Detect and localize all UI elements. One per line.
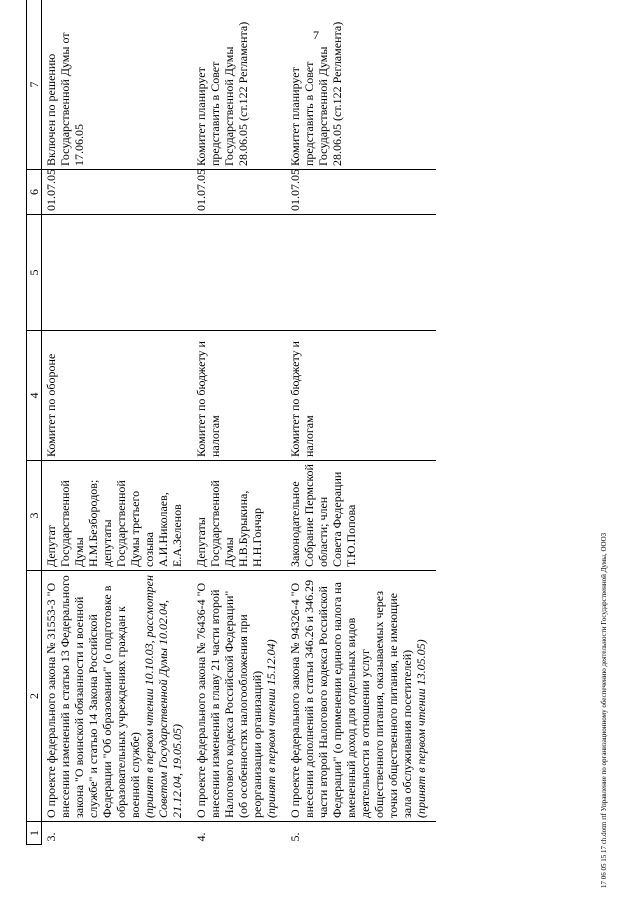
table-row: [286, 0, 436, 845]
author-cell: Депутаты Государственной Думы Н.В.Бурыкина, Н.Н.Гончар: [192, 461, 286, 571]
column-header: 7: [27, 0, 42, 170]
bill-title: О проекте федерального закона № 31553-3 "О внесении изменений в статью 13 Федерального закона "О воинской обязанности и военной службе" и статью 14 Закона Российской Федерации "Об образовании" (о подготовке в образовательных учреждениях граждан к военной службе): [44, 575, 142, 818]
row-number: 4.: [194, 832, 208, 842]
status-cell: Включен по решению Государственной Думы от 17.06.05: [42, 0, 193, 170]
bill-status-note: (принят в первом чтении 15.12.04): [264, 639, 278, 818]
bill-cell: [42, 571, 193, 822]
column-header: 3: [27, 461, 42, 571]
committee-cell: Комитет по обороне: [42, 331, 193, 461]
table-row: [192, 0, 286, 845]
date-cell: 01.07.05: [192, 170, 286, 215]
column5-cell: [192, 215, 286, 331]
row-number: 5.: [288, 832, 302, 842]
committee-cell: Комитет по бюджету и налогам: [192, 331, 286, 461]
column5-cell: [286, 215, 436, 331]
status-cell: Комитет планирует представить в Совет Государственной Думы 28.06.05 (ст.122 Регламента): [192, 0, 286, 170]
agenda-table: [26, 0, 436, 845]
row-number: 3.: [44, 832, 58, 842]
author-cell: Законодательное Собрание Пермской области; член Совета Федерации Т.Ю.Попова: [286, 461, 436, 571]
column-header: 6: [27, 170, 42, 215]
date-cell: 01.07.05: [286, 170, 436, 215]
bill-cell: [286, 571, 436, 822]
page-number: 7: [313, 28, 319, 42]
bill-status-note: (принят в первом чтении 13.05.05): [414, 639, 428, 818]
date-cell: 01.07.05: [42, 170, 193, 215]
bill-cell: [192, 571, 286, 822]
table-row: [42, 0, 193, 845]
column-header: 4: [27, 331, 42, 461]
committee-cell: Комитет по бюджету и налогам: [286, 331, 436, 461]
status-cell: Комитет планирует представить в Совет Государственной Думы 28.06.05 (ст.122 Регламента): [286, 0, 436, 170]
bill-title: О проекте федерального закона № 94326-4 "О внесении дополнений в статьи 346.26 и 346.29 части второй Налогового кодекса Российской Федерации" (о применении единого налога на вмененный доход для отдельных видов деятельности в отношении услуг общественного питания, оказываемых через точки общественного питания, не имеющие зала обслуживания посетителей): [288, 579, 414, 818]
author-cell: Депутат Государственной Думы Н.М.Безбородов; депутаты Государственной Думы третьего созыва А.И.Николаев, Е.А.Зеленов: [42, 461, 193, 571]
column-header: 2: [27, 571, 42, 822]
footer-note: 17 06 05 15 17 ch.dotm rtf Управление по организационному обеспечению деятельности Государственной Думы, ООО3: [600, 532, 608, 888]
column-header: 1: [27, 822, 42, 845]
bill-title: О проекте федерального закона № 76436-4 "О внесении изменений в главу 21 части второй Налогового кодекса Российской Федерации" (об особенностях налогообложения при реорганизации организаций): [194, 582, 264, 818]
column5-cell: [42, 215, 193, 331]
column-number-header-row: [27, 0, 42, 845]
column-header: 5: [27, 215, 42, 331]
bill-status-note: (принят в первом чтении 10.10.03, рассмотрен Советом Государственной Думы 10.02.04, 21.12.04, 19.05.05): [142, 575, 184, 818]
